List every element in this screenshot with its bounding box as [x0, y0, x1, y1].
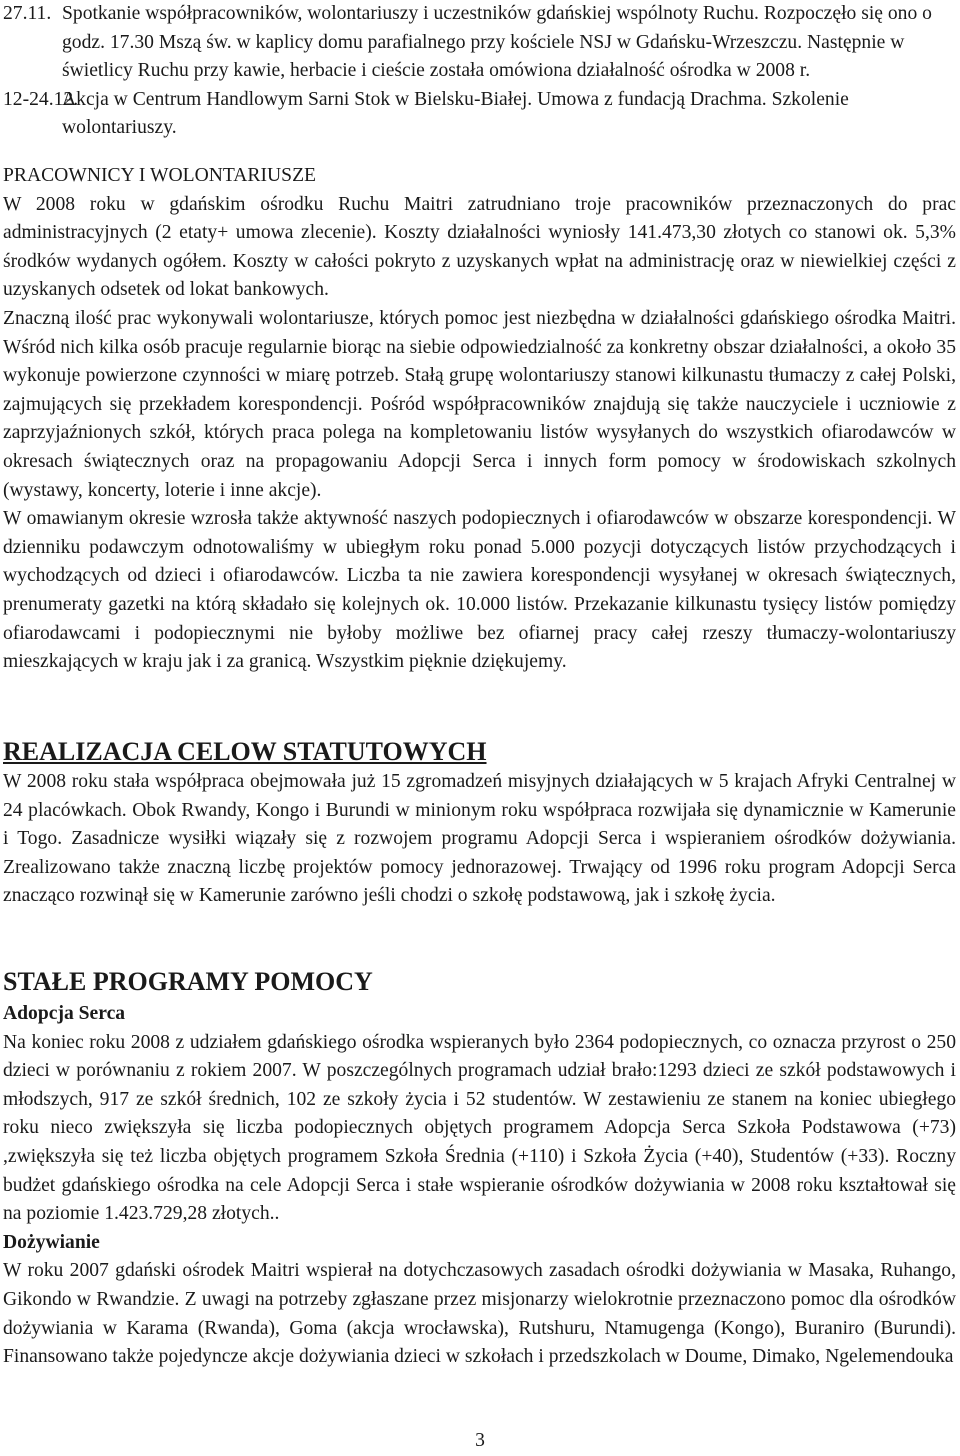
subsection-heading: Adopcja Serca [3, 1003, 126, 1024]
paragraph: Na koniec roku 2008 z udziałem gdańskiego ośrodka wspieranych było 2364 podopiecznych, co oznacza przyrost o 250 dzieci w porównaniu z rokiem 2007. W poszczególnych programach udział brało:1293 dzieci ze szkół podstawowych i młodszych, 917 ze szkół średnich, 102 ze szkoły życia i 52 studentów. W zestawieniu ze stanem na koniec ubiegłego roku nieco zwiększyła się liczba podopiecznych objętych programem Adopcja Serca Szkoła Podstawowa (+73) ,zwiększyła się też liczba objętych programem Szkoła Średnia (+110) i Szkoła Życia (+40), Studentów (+33). Roczny budżet gdańskiego ośrodka na cele Adopcji Serca i stałe wspieranie ośrodków dożywiania w 2008 roku kształtował się na poziomie 1.423.729,28 złotych.. [3, 1031, 956, 1225]
subsection-heading: Dożywianie [3, 1231, 100, 1253]
programs-section [0, 966, 960, 1372]
events-list [0, 0, 960, 143]
paragraph: W roku 2007 gdański ośrodek Maitri wspierał na dotychczasowych zasadach ośrodki dożywiania w Masaka, Ruhango, Gikondo w Rwandzie. Z uwagi na potrzeby zgłaszane przez misjonarzy wielokrotnie przeznaczono pomoc dla ośrodków dożywiania w Karama (Rwanda), Goma (akcja wrocławska), Rutshuru, Ntamugenga (Kongo), Buraniro (Burundi). Finansowano także pojedyncze akcje dożywiania dzieci w szkołach i przedszkolach w Doume, Dimako, Ngelemendouka [3, 1260, 956, 1368]
event-date: 12-24.12. [3, 88, 79, 110]
staff-section [0, 162, 960, 677]
staff-heading: PRACOWNICY I WOLONTARIUSZE [3, 165, 317, 186]
event-text: Akcja w Centrum Handlowym Sarni Stok w Bielsku-Białej. Umowa z fundacją Drachma. Szkolenie wolontariuszy. [62, 88, 849, 139]
paragraph: W 2008 roku w gdańskim ośrodku Ruchu Maitri zatrudniano troje pracowników przeznaczonych do prac administracyjnych (2 etaty+ umowa zlecenie). Koszty działalności wyniosły 141.473,30 złotych co stanowi ok. 5,3% środków wydanych ogółem. Koszty w całości pokryto z uzyskanych wpłat na administrację oraz w niewielkiej części z uzyskanych odsetek od lokat bankowych. [3, 193, 956, 301]
paragraph: W 2008 roku stała współpraca obejmowała już 15 zgromadzeń misyjnych działających w 5 krajach Afryki Centralnej w 24 placówkach. Obok Rwandy, Kongo i Burundi w minionym roku współpraca rozwijała się dynamicznie w Kamerunie i Togo. Zasadnicze wysiłki wiązały się z rozwojem programu Adopcji Serca i wspieraniem ośrodków dożywiania. Zrealizowano także znaczną liczbę projektów pomocy jednorazowej. Trwający od 1996 roku program Adopcji Serca znacząco rozwinął się w Kamerunie zarówno jeśli chodzi o szkołę podstawową, jak i szkołę życia. [3, 771, 956, 907]
paragraph: W omawianym okresie wzrosła także aktywność naszych podopiecznych i ofiarodawców w obszarze korespondencji. W dzienniku podawczym odnotowaliśmy w ubiegłym roku ponad 5.000 pozycji dotyczących listów przychodzących i wychodzących od dzieci i ofiarodawców. Liczba ta nie zawiera korespondencji wysyłanej w okresach świątecznych, prenumeraty gazetki na którą składało się kolejnych ok. 10.000 listów. Przekazanie kilkunastu tysięcy listów pomiędzy ofiarodawcami i podopiecznymi nie byłoby możliwe bez ofiarnej pracy całej rzeszy tłumaczy-wolontariuszy mieszkających w kraju jak i za granicą. Wszystkim pięknie dziękujemy. [3, 508, 956, 673]
statutory-section [0, 736, 960, 911]
event-date: 27.11. [3, 3, 52, 24]
event-text: Spotkanie współpracowników, wolontariuszy i uczestników gdańskiej wspólnoty Ruchu. Rozpoczęło się ono o godz. 17.30 Mszą św. w kaplicy domu parafialnego przy kościele NSJ w Gdańsku-Wrzeszczu. Następnie w świetlicy Ruchu przy kawie, herbacie i cieście została omówiona działalność ośrodka w 2008 r. [62, 3, 932, 82]
paragraph: Znaczną ilość prac wykonywali wolontariusze, których pomoc jest niezbędna w działalności gdańskiego ośrodka Maitri. Wśród nich kilka osób pracuje regularnie biorąc na siebie odpowiedzialność za konkretny obszar działalności, a około 35 wykonuje powierzone czynności w miarę potrzeb. Stałą grupę wolontariuszy stanowi kilkunastu tłumaczy z całej Polski, zajmujących się przekładem korespondencji. Pośród współpracowników znajdują się także nauczyciele i uczniowie z zaprzyjaźnionych szkół, których praca polega na kompletowaniu listów wysyłanych do wszystkich ofiarodawców w okresach świątecznych oraz na propagowaniu Adopcji Serca i innych form pomocy w środowiskach szkolnych (wystawy, koncerty, loterie i inne akcje). [3, 307, 956, 501]
list-item [0, 86, 960, 143]
page-number: 3 [475, 1430, 485, 1451]
list-item [0, 0, 960, 86]
section-heading: STAŁE PROGRAMY POMOCY [3, 967, 373, 996]
section-heading: REALIZACJA CELOW STATUTOWYCH [3, 737, 487, 766]
